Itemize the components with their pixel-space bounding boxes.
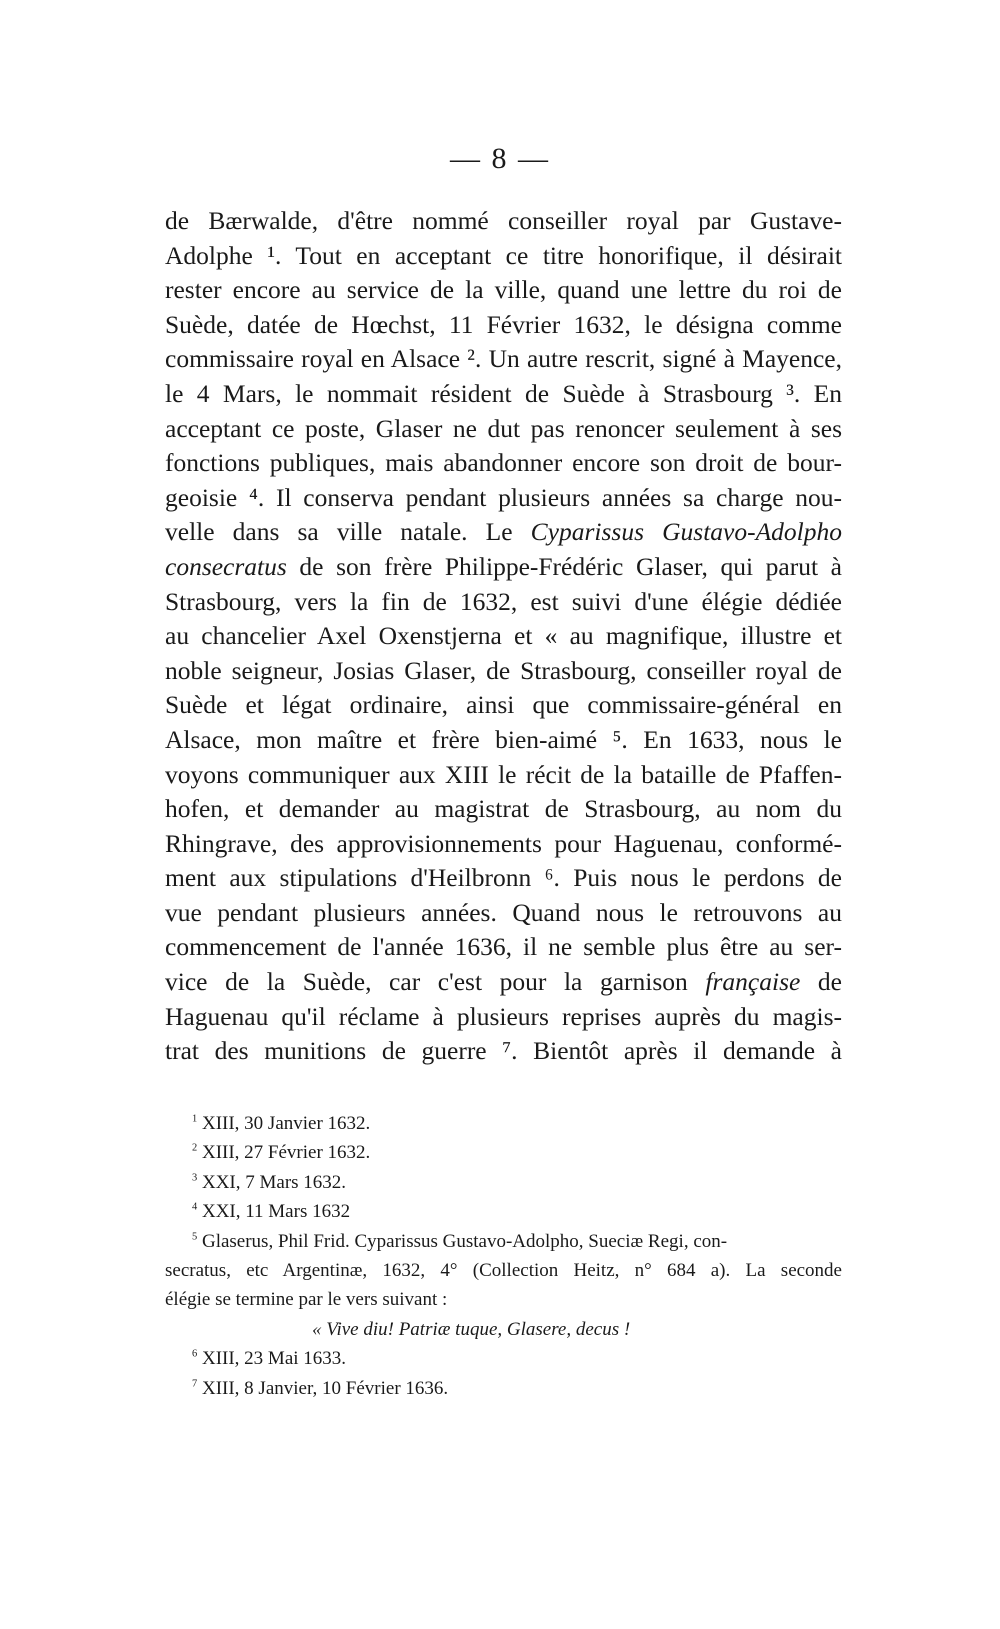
italic-text: française [705,967,801,997]
footnote-mark: 3 [192,1172,198,1184]
body-line: Haguenau qu'il réclame à plusieurs reprises auprès du magis- [165,1001,842,1031]
body-line: geoisie ⁴. Il conserva pendant plusieurs années sa charge nou- [165,482,842,512]
body-line: Adolphe ¹. Tout en acceptant ce titre honorifique, il désirait [165,240,842,270]
body-line: Suède, datée de Hœchst, 11 Février 1632, le désigna comme [165,309,842,339]
footnotes [165,1109,842,1403]
footnote-mark: 2 [192,1143,198,1155]
footnote-mark: 7 [192,1378,198,1390]
footnote-3 [165,1168,842,1197]
body-line: consecratus de son frère Philippe-Frédéric Glaser, qui parut à [165,551,842,581]
body-line: Suède et légat ordinaire, ainsi que commissaire-général en [165,690,842,720]
italic-text: Cyparissus Gustavo-Adolpho [530,517,842,547]
body-line: Rhingrave, des approvisionnements pour Haguenau, conformé- [165,828,842,858]
footnote-text: XIII, 8 Janvier, 10 Février 1636. [201,1377,449,1399]
footnote-5-continued [165,1285,842,1314]
footnote-text: XXI, 11 Mars 1632 [201,1201,351,1223]
body-line: commencement de l'année 1636, il ne semble plus être au ser- [165,932,842,962]
footnote-text: « Vive diu! Patriæ tuque, Glasere, decus ! [312,1318,631,1340]
body-line: trat des munitions de guerre ⁷. Bientôt après il demande à [165,1036,842,1066]
body-line: le 4 Mars, le nommait résident de Suède à Strasbourg ³. En [165,378,842,408]
body-line: acceptant ce poste, Glaser ne dut pas renoncer seulement à ses [165,413,842,443]
footnote-5-quote [165,1315,842,1344]
body-line: voyons communiquer aux XIII le récit de la bataille de Pfaffen- [165,759,842,789]
footnote-mark: 5 [192,1231,198,1243]
footnote-4 [165,1197,842,1226]
footnote-text: XIII, 30 Janvier 1632. [201,1113,371,1134]
footnote-1 [165,1109,842,1138]
body-line: fonctions publiques, mais abandonner encore son droit de bour- [165,448,842,478]
footnote-mark: 4 [192,1201,198,1213]
footnote-6 [165,1344,842,1373]
footnote-7 [165,1374,842,1403]
body-line: de Bærwalde, d'être nommé conseiller royal par Gustave- [165,206,842,235]
footnote-5 [165,1227,842,1256]
body-line: Strasbourg, vers la fin de 1632, est suivi d'une élégie dédiée [165,586,842,616]
body-line: rester encore au service de la ville, quand une lettre du roi de [165,275,842,305]
body-line: hofen, et demander au magistrat de Strasbourg, au nom du [165,794,842,824]
footnote-2 [165,1138,842,1167]
footnote-text: XXI, 7 Mars 1632. [201,1171,347,1193]
body-line: ment aux stipulations d'Heilbronn ⁶. Puis nous le perdons de [165,863,842,893]
body-line: commissaire royal en Alsace ². Un autre rescrit, signé à Mayence, [165,344,842,374]
body-text [165,204,842,1069]
body-line: vice de la Suède, car c'est pour la garnison française de [165,967,843,997]
footnote-text: Glaserus, Phil Frid. Cyparissus Gustavo-Adolpho, Sueciæ Regi, con- [201,1230,728,1252]
footnote-5-continued [165,1256,842,1285]
body-line: Alsace, mon maître et frère bien-aimé ⁵. En 1633, nous le [165,724,842,754]
footnote-mark: 1 [192,1113,198,1125]
body-line: noble seigneur, Josias Glaser, de Strasbourg, conseiller royal de [165,655,842,685]
footnote-text: secratus, etc Argentinæ, 1632, 4° (Collection Heitz, n° 684 a). La seconde [165,1259,842,1281]
body-line: au chancelier Axel Oxenstjerna et « au magnifique, illustre et [165,621,842,651]
footnote-mark: 6 [192,1348,198,1360]
body-line: vue pendant plusieurs années. Quand nous le retrouvons au [165,897,842,927]
footnote-text: XIII, 23 Mai 1633. [201,1348,347,1370]
italic-text: consecratus [165,551,287,581]
page-number: — 8 — [450,142,550,175]
footnote-text: élégie se termine par le vers suivant : [165,1289,448,1311]
footnote-text: XIII, 27 Février 1632. [201,1142,371,1164]
body-line: velle dans sa ville natale. Le Cyparissus Gustavo-Adolpho [165,517,842,547]
